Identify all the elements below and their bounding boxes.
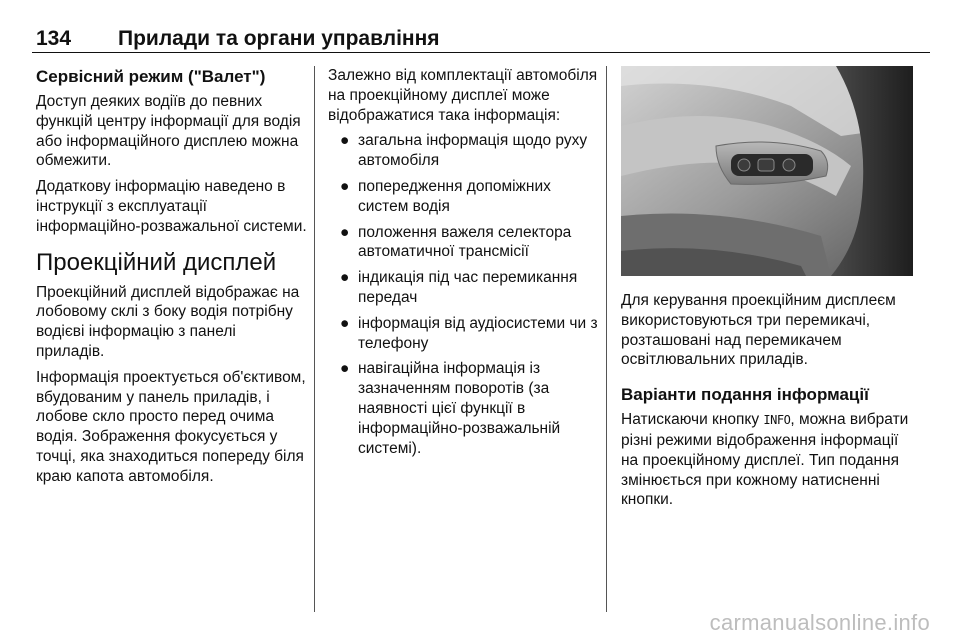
list-item [328, 314, 600, 354]
column-right [621, 291, 913, 516]
list-item [328, 268, 600, 308]
display-modes-heading: Варіанти подання інформації [621, 385, 869, 405]
watermark: carmanualsonline.info [709, 610, 930, 635]
modes-text-end: , можна вибрати різні режими відображення інформації на проекційному дисплеї. Тип подання змінюється при кожному натисненні кнопки. [621, 411, 909, 509]
list-item-text: положення важеля селектора автоматичної трансмісії [358, 223, 572, 261]
hud-heading: Проекційний дисплей [36, 248, 277, 276]
info-button-label: INFO [763, 413, 791, 428]
info-list-intro: Залежно від комплектації автомобіля на проекційному дисплеї може відображатися така інформація: [328, 67, 598, 124]
bullet-icon: ● [340, 269, 350, 287]
list-item-text: попередження допоміжних систем водія [358, 177, 551, 215]
service-mode-paragraph-2: Додаткову інформацію наведено в інструкції з експлуатації інформаційно-розважальної системи. [36, 178, 307, 235]
service-mode-paragraph-1: Доступ деяких водіїв до певних функцій центру інформації для водія або інформаційного дисплею можна обмежити. [36, 93, 301, 170]
chapter-title: Прилади та органи управління [118, 27, 440, 50]
bullet-icon: ● [340, 177, 350, 195]
display-modes-paragraph [621, 410, 913, 510]
page-header [32, 28, 930, 53]
bullet-icon: ● [340, 223, 350, 241]
list-item-text: навігаційна інформація із зазначенням поворотів (за наявності цієї функції в інформаційно-розважальній системі). [358, 360, 561, 457]
photo-caption: Для керування проекційним дисплеєм використовуються три перемикачі, розташовані над перемикачем освітлювальних приладів. [621, 292, 896, 369]
hud-paragraph-2: Інформація проектується об'єктивом, вбудованим у панель приладів, і лобове скло просто перед очима водія. Зображення фокусується у точці, яка знаходиться попереду біля краю капота автомобіля. [36, 368, 306, 485]
list-item-text: загальна інформація щодо руху автомобіля [358, 132, 588, 170]
list-item [328, 223, 600, 263]
modes-text-start: Натискаючи кнопку [621, 411, 764, 429]
bullet-icon: ● [340, 132, 350, 150]
list-item-text: індикація під час перемикання передач [358, 269, 578, 306]
column-left [36, 66, 308, 493]
info-list [328, 131, 600, 458]
bullet-icon: ● [340, 360, 350, 378]
column-middle [328, 66, 600, 464]
hud-switch-photo [621, 66, 913, 276]
list-item [328, 177, 600, 217]
page-number: 134 [36, 27, 72, 50]
column-divider-2 [606, 66, 607, 612]
column-divider-1 [314, 66, 315, 612]
list-item [328, 131, 600, 171]
list-item [328, 359, 600, 458]
list-item-text: інформація від аудіосистеми чи з телефону [358, 314, 598, 352]
hud-paragraph-1: Проекційний дисплей відображає на лобовому склі з боку водія потрібну водієві інформацію з панелі приладів. [36, 283, 300, 360]
service-mode-heading: Сервісний режим ("Валет") [36, 67, 266, 86]
bullet-icon: ● [340, 314, 350, 332]
